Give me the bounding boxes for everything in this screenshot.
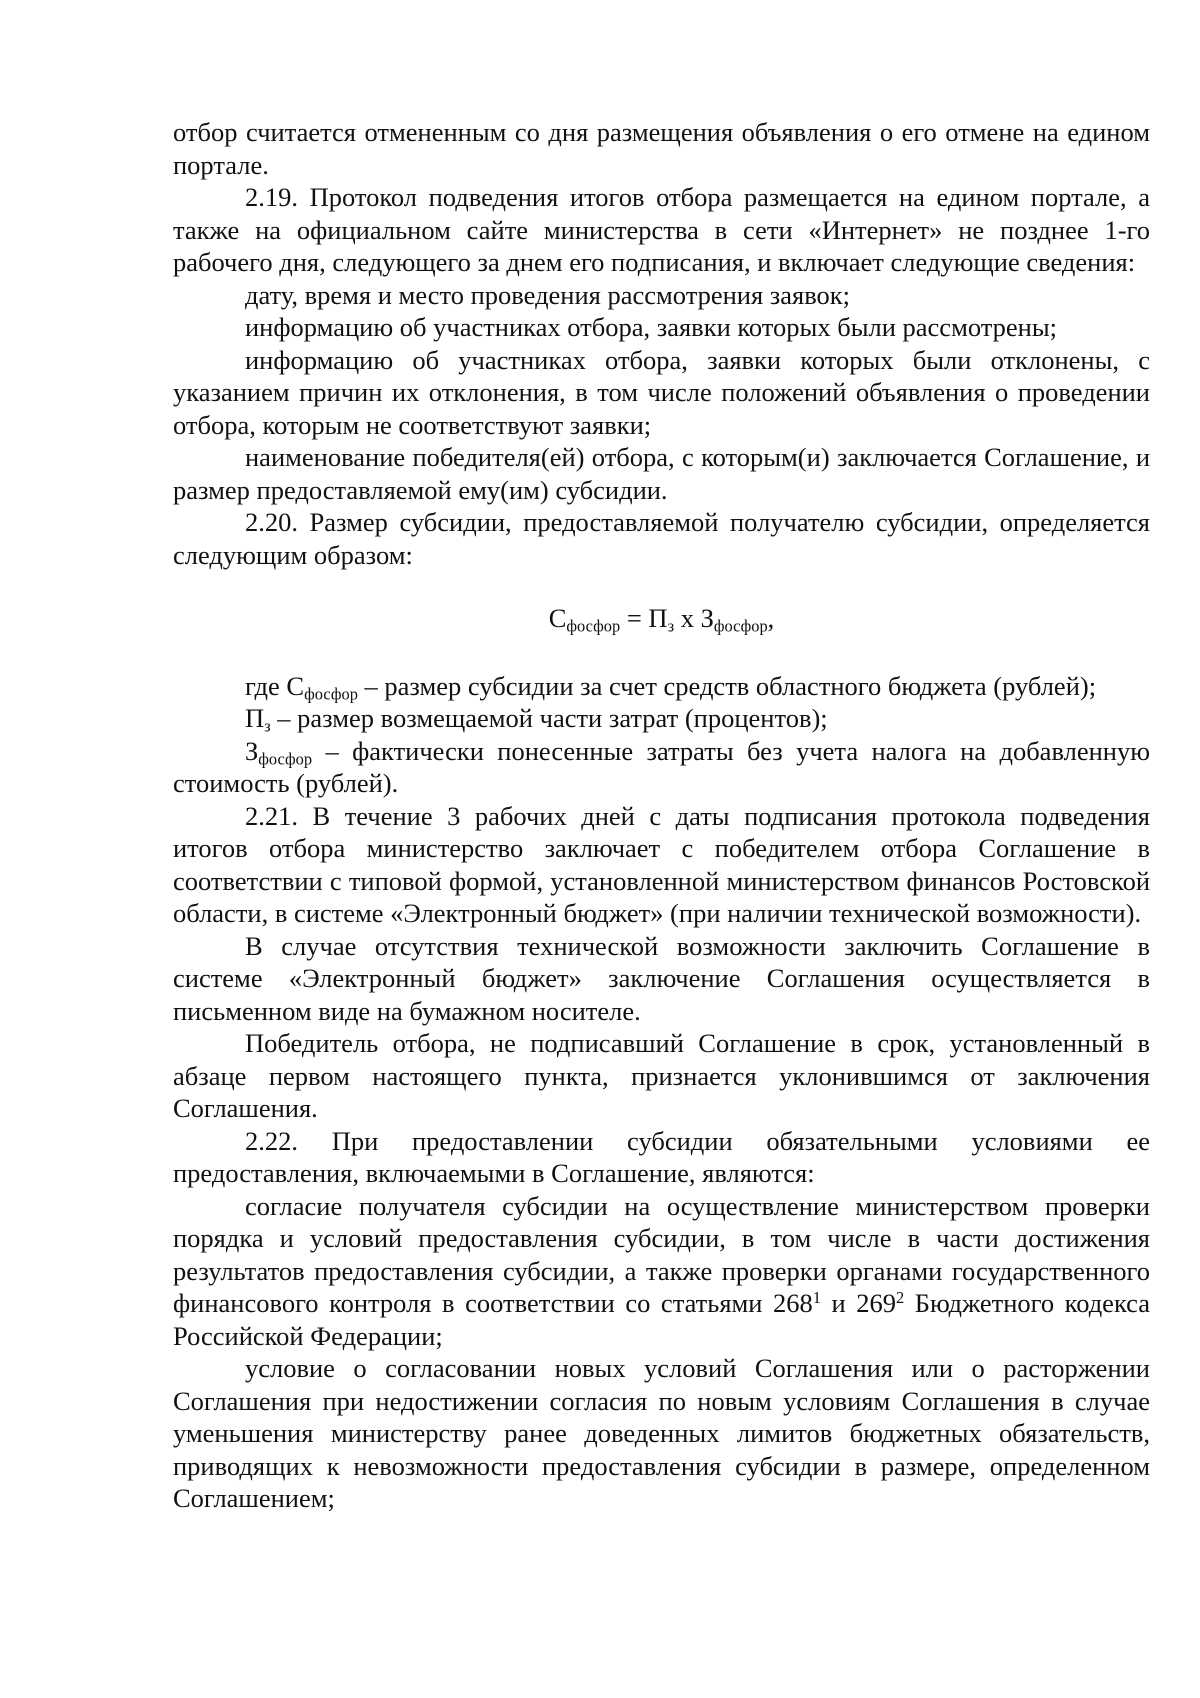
definition-c-phosphor bbox=[173, 670, 1150, 703]
paragraph-cancel-notice: отбор считается отмененным со дня размещения объявления о его отмене на едином портале. bbox=[173, 117, 1150, 180]
definition-z-symbol: З bbox=[245, 735, 259, 766]
consent-text-a: согласие получателя субсидии на осуществление министерством проверки порядка и условий предоставления субсидии, в том числе в части достижения результатов предоставления субсидии, а также проверки органами государственного финансового контроля в соответствии со статьями 268 bbox=[173, 1190, 1150, 1318]
definition-c-subscript: фосфор bbox=[304, 684, 358, 704]
paragraph-2-19: 2.19. Протокол подведения итогов отбора размещается на едином портале, а также на официальном сайте министерства в сети «Интернет» не позднее 1-го рабочего дня, следующего за днем его подписания, и включает следующие сведения: bbox=[173, 182, 1150, 277]
formula-z-subscript: фосфор bbox=[713, 616, 768, 636]
list-item-winner-name: наименование победителя(ей) отбора, с которым(и) заключается Соглашение, и размер предоставляемой ему(им) субсидии. bbox=[173, 442, 1150, 505]
formula-p-symbol: П bbox=[648, 603, 668, 633]
consent-superscript-1: 1 bbox=[812, 1287, 821, 1307]
formula-z-symbol: З bbox=[700, 603, 714, 633]
paragraph-no-technical-possibility: В случае отсутствия технической возможности заключить Соглашение в системе «Электронный бюджет» заключение Соглашения осуществляется в письменном виде на бумажном носителе. bbox=[173, 930, 1150, 1026]
list-item-new-conditions: условие о согласовании новых условий Соглашения или о расторжении Соглашения при недостижении согласия по новым условиям Соглашения в случае уменьшения министерству ранее доведенных лимитов бюджетных обязательств, приводящих к невозможности предоставления субсидии в размере, определенном Соглашением; bbox=[173, 1353, 1150, 1513]
document-page bbox=[173, 116, 1150, 1515]
formula-c-symbol: С bbox=[548, 603, 567, 633]
definition-z-subscript: фосфор bbox=[258, 749, 313, 769]
definition-z-text: – фактически понесенные затраты без учета налога на добавленную стоимость (рублей). bbox=[173, 735, 1150, 798]
paragraph-2-22: 2.22. При предоставлении субсидии обязательными условиями ее предоставления, включаемыми в Соглашение, являются: bbox=[173, 1125, 1150, 1188]
definition-c-prefix: где С bbox=[245, 670, 305, 701]
consent-text-b: и 269 bbox=[821, 1288, 897, 1318]
definition-c-text: – размер субсидии за счет средств областного бюджета (рублей); bbox=[357, 670, 1097, 701]
subsidy-formula bbox=[173, 602, 1150, 635]
list-item-recipient-consent bbox=[173, 1190, 1150, 1353]
formula-times: х bbox=[674, 603, 701, 633]
definition-z-phosphor bbox=[173, 735, 1150, 800]
formula-equals: = bbox=[620, 603, 649, 633]
paragraph-winner-evasion: Победитель отбора, не подписавший Соглашение в срок, установленный в абзаце первом настоящего пункта, признается уклонившимся от заключения Соглашения. bbox=[173, 1028, 1150, 1123]
definition-p-symbol: П bbox=[245, 703, 265, 733]
definition-p-z bbox=[173, 702, 1150, 735]
definition-p-subscript: з bbox=[264, 716, 271, 736]
paragraph-2-21: 2.21. В течение 3 рабочих дней с даты подписания протокола подведения итогов отбора министерство заключает с победителем отбора Соглашение в соответствии с типовой формой, установленной министерством финансов Ростовской области, в системе «Электронный бюджет» (при наличии технической возможности). bbox=[173, 800, 1150, 928]
list-item-participants-rejected: информацию об участниках отбора, заявки которых были отклонены, с указанием причин их отклонения, в том числе положений объявления о проведении отбора, которым не соответствуют заявки; bbox=[173, 344, 1150, 440]
consent-text-c: Бюджетного кодекса Российской Федерации; bbox=[173, 1288, 1151, 1351]
paragraph-2-20: 2.20. Размер субсидии, предоставляемой получателю субсидии, определяется следующим образом: bbox=[173, 507, 1150, 570]
formula-c-subscript: фосфор bbox=[566, 616, 621, 636]
definition-p-text: – размер возмещаемой части затрат (процентов); bbox=[270, 703, 828, 733]
list-item-date-time-place: дату, время и место проведения рассмотрения заявок; bbox=[245, 279, 851, 310]
list-item-participants-reviewed: информацию об участниках отбора, заявки которых были рассмотрены; bbox=[245, 312, 1058, 342]
formula-p-subscript: з bbox=[667, 616, 675, 636]
consent-superscript-2: 2 bbox=[896, 1287, 905, 1307]
formula-trailing-comma: , bbox=[767, 603, 775, 633]
